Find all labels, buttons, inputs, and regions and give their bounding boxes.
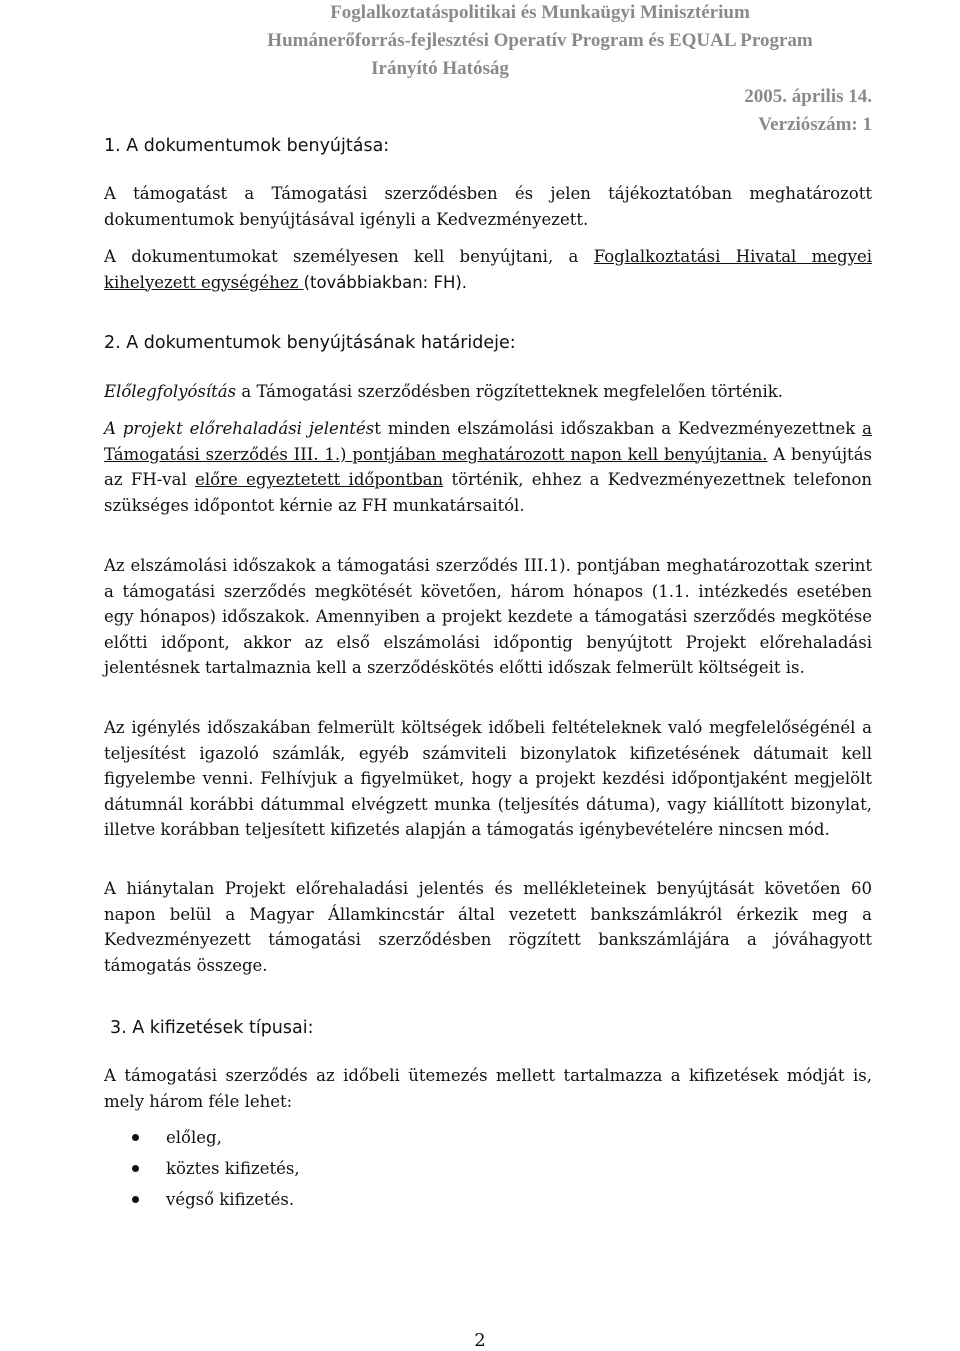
appointment-reference: előre egyeztetett időpontban [195,470,444,490]
section-3-heading: 3. A kifizetések típusai: [110,1018,314,1038]
progress-report-text-c: történik, ehhez a Kedvezményezettnek telefonon szükséges időpontot kérnie az FH munkatársaitól. [104,470,873,515]
header-version: Verziószám: 1 [758,114,872,135]
para2-text-end: (továbbiakban: FH). [303,272,468,292]
section-1-paragraph-2 [104,244,872,295]
fh-reference: Foglalkoztatási Hivatal megyei kihelyezett egységéhez [104,247,872,292]
section-3-paragraph-1: A támogatási szerződés az időbeli ütemezés mellett tartalmazza a kifizetések módját is, mely három féle lehet: [104,1066,872,1111]
list-item: köztes kifizetés, [104,1153,300,1184]
section-2-paragraph-4: Az igénylés időszakában felmerült költségek időbeli feltételeknek való megfelelőségénél a teljesítést igazoló számlák, egyéb számviteli bizonylatok kifizetésének dátumait kell figyelembe venni. Felhívjuk a figyelmüket, hogy a projekt kezdési időpontjaként megjelölt dátumnál korábbi dátummal elvégzett munka (teljesítés dátuma), vagy kiállított bizonylat, illetve korábban teljesített kifizetés alapján a támogatás igénybevételére nincsen mód. [104,718,872,840]
list-item: előleg, [104,1122,300,1153]
header-date: 2005. április 14. [744,86,872,107]
progress-report-text-b: A benyújtás az FH-val [104,444,872,490]
page-number: 2 [474,1330,486,1351]
header-program: Humánerőforrás-fejlesztési Operatív Program és EQUAL Program [267,30,813,51]
para2-text-start: A dokumentumokat személyesen kell benyújtani, a [104,247,594,266]
contract-reference: a Támogatási szerződés III. 1.) pontjában meghatározott napon kell benyújtania. [104,419,872,464]
header-ministry: Foglalkoztatáspolitikai és Munkaügyi Minisztérium [330,2,750,23]
section-1-heading: 1. A dokumentumok benyújtása: [104,136,390,156]
payment-types-list [104,1122,300,1215]
advance-payment-text: a Támogatási szerződésben rögzítetteknek megfelelően történik. [236,382,784,401]
section-1-paragraph-1: A támogatást a Támogatási szerződésben és jelen tájékoztatóban meghatározott dokumentumok benyújtásával igényli a Kedvezményezett. [104,184,872,229]
progress-report-term: A projekt előrehaladási jelentés [104,419,375,438]
section-2-paragraph-2 [104,416,872,518]
advance-payment-term: Előlegfolyósítás [104,382,237,401]
section-2-paragraph-5: A hiánytalan Projekt előrehaladási jelentés és mellékleteinek benyújtását követően 60 napon belül a Magyar Államkincstár által vezetett bankszámlákról érkezik meg a Kedvezményezett támogatási szerződésben rögzített bankszámlájára a jóváhagyott támogatás összege. [104,879,872,975]
list-item: végső kifizetés. [104,1184,300,1215]
progress-report-text-a: t minden elszámolási időszakban a Kedvezményezettnek [374,419,863,438]
section-2-paragraph-3: Az elszámolási időszakok a támogatási szerződés III.1). pontjában meghatározottak szerint a támogatási szerződés megkötését követően, három hónapos (1.1. intézkedés esetében egy hónapos) időszakok. Amennyiben a projekt kezdete a támogatási szerződés megkötése előtti időpont, akkor az első elszámolási időpontig benyújtott Projekt előrehaladási jelentésnek tartalmaznia kell a szerződéskötés előtti időszak felmerült költségeit is. [104,556,872,678]
section-2-heading: 2. A dokumentumok benyújtásának határideje: [104,333,516,353]
section-2-paragraph-1 [104,379,872,405]
header-authority: Irányító Hatóság [371,58,509,79]
